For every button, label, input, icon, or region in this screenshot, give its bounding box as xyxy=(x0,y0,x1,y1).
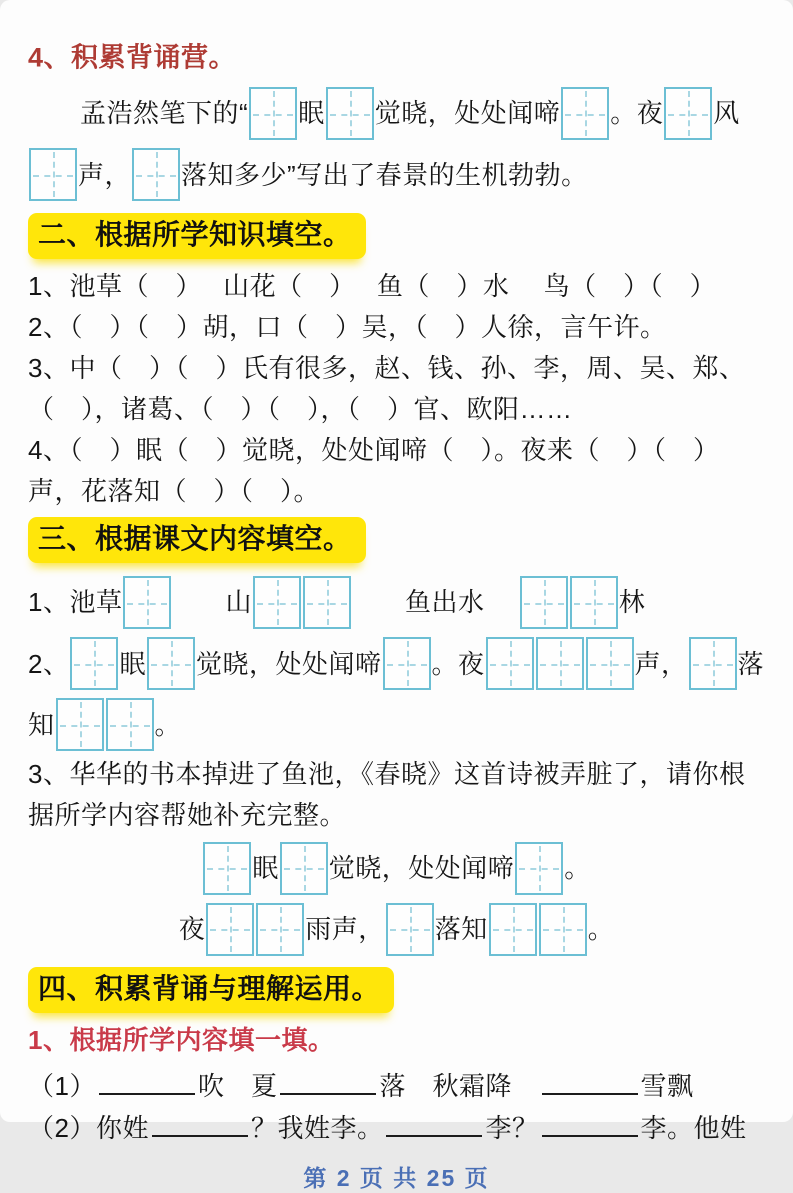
text-segment: 眠 xyxy=(298,98,325,129)
text-segment: 1、池草（ ） 山花（ ） 鱼（ ）水 鸟（ ）（ ） xyxy=(28,270,717,301)
box-dash-vertical xyxy=(585,91,587,136)
box-dash-vertical xyxy=(350,91,352,136)
tianzige-writing-box[interactable] xyxy=(132,148,180,201)
text-segment: 落知 xyxy=(434,914,488,945)
tianzige-writing-box[interactable] xyxy=(386,903,434,956)
fill-in-blank-underline[interactable] xyxy=(280,1069,376,1095)
text-segment: 四、积累背诵与理解运用。 xyxy=(28,967,394,1013)
text-segment: 1、根据所学内容填一填。 xyxy=(28,1025,335,1056)
tianzige-writing-box[interactable] xyxy=(303,576,351,629)
tianzige-writing-box[interactable] xyxy=(256,903,304,956)
tianzige-writing-box[interactable] xyxy=(249,87,297,140)
box-dash-vertical xyxy=(94,641,96,686)
text-segment: 知 xyxy=(28,709,55,740)
tianzige-writing-box[interactable] xyxy=(586,637,634,690)
fill-in-blank-underline[interactable] xyxy=(386,1111,482,1137)
text-segment: 落 xyxy=(737,648,765,679)
q3-3a xyxy=(28,756,765,790)
tianzige-writing-box[interactable] xyxy=(536,637,584,690)
box-dash-vertical xyxy=(510,641,512,686)
text-segment: 1、池草 xyxy=(28,587,123,618)
text-segment: 风 xyxy=(713,98,740,129)
box-dash-vertical xyxy=(273,91,275,136)
poem-line-2 xyxy=(28,899,765,957)
section-4-title xyxy=(28,40,765,74)
tianzige-writing-box[interactable] xyxy=(326,87,374,140)
q2-1 xyxy=(28,268,765,302)
fill-line-2 xyxy=(28,1110,765,1144)
box-dash-vertical xyxy=(713,641,715,686)
fill-line-1 xyxy=(28,1068,765,1102)
box-dash-vertical xyxy=(227,846,229,891)
passage-line-2 xyxy=(28,145,765,203)
box-dash-vertical xyxy=(304,846,306,891)
box-dash-vertical xyxy=(560,641,562,686)
text-segment: （2）你姓 xyxy=(28,1112,149,1143)
tianzige-writing-box[interactable] xyxy=(56,698,104,751)
tianzige-writing-box[interactable] xyxy=(280,842,328,895)
text-segment: 声， xyxy=(78,159,132,190)
text-segment: 声，花落知（ ）（ ）。 xyxy=(28,476,321,507)
text-segment: 。夜 xyxy=(431,648,485,679)
box-dash-vertical xyxy=(539,846,541,891)
q3-2a xyxy=(28,634,765,692)
text-segment: 3、华华的书本掉进了鱼池，《春晓》这首诗被弄脏了，请你根 xyxy=(28,758,746,789)
passage-line-1 xyxy=(28,83,765,141)
text-segment: 眠 xyxy=(119,648,146,679)
text-segment: 鱼出水 xyxy=(351,587,519,618)
fill-in-blank-underline[interactable] xyxy=(542,1111,638,1137)
text-segment: 2、 xyxy=(28,648,70,679)
text-segment: 觉晓，处处闻啼 xyxy=(195,648,382,679)
tianzige-writing-box[interactable] xyxy=(123,576,171,629)
text-segment: 雪飘 xyxy=(640,1071,694,1102)
box-dash-vertical xyxy=(544,580,546,625)
text-segment: 李？ xyxy=(485,1112,539,1143)
q3-2b xyxy=(28,695,765,753)
tianzige-writing-box[interactable] xyxy=(539,903,587,956)
text-segment: 雨声， xyxy=(305,914,385,945)
text-segment: 。 xyxy=(154,709,182,740)
section-3-header xyxy=(28,517,765,563)
text-segment: 山 xyxy=(172,587,252,618)
q2-2 xyxy=(28,309,765,343)
text-segment: 。夜 xyxy=(610,98,664,129)
q2-3b xyxy=(28,391,765,425)
q2-3a xyxy=(28,350,765,384)
box-dash-vertical xyxy=(147,580,149,625)
text-segment: 觉晓，处处闻啼 xyxy=(374,98,561,129)
tianzige-writing-box[interactable] xyxy=(203,842,251,895)
text-segment: （1） xyxy=(28,1071,96,1102)
q3-1 xyxy=(28,572,765,630)
text-segment: 林 xyxy=(618,587,646,618)
text-segment: 落知多少”写出了春景的生机勃勃。 xyxy=(181,159,588,190)
text-segment: 三、根据课文内容填空。 xyxy=(28,517,366,563)
q2-4b xyxy=(28,473,765,507)
box-dash-vertical xyxy=(171,641,173,686)
box-dash-vertical xyxy=(277,580,279,625)
box-dash-vertical xyxy=(230,907,232,952)
text-segment: 据所学内容帮她补充完整。 xyxy=(28,800,347,830)
tianzige-writing-box[interactable] xyxy=(206,903,254,956)
q2-4a xyxy=(28,432,765,466)
tianzige-writing-box[interactable] xyxy=(689,637,737,690)
tianzige-writing-box[interactable] xyxy=(147,637,195,690)
box-dash-vertical xyxy=(280,907,282,952)
text-segment: 二、根据所学知识填空。 xyxy=(28,213,366,259)
poem-line-1 xyxy=(28,838,765,896)
tianzige-writing-box[interactable] xyxy=(253,576,301,629)
text-segment: 李。他姓 xyxy=(640,1112,747,1143)
tianzige-writing-box[interactable] xyxy=(664,87,712,140)
text-segment: ？我姓李。 xyxy=(250,1112,384,1143)
text-segment: 。 xyxy=(564,853,591,884)
tianzige-writing-box[interactable] xyxy=(383,637,431,690)
tianzige-writing-box[interactable] xyxy=(561,87,609,140)
box-dash-vertical xyxy=(80,702,82,747)
section-2-header xyxy=(28,213,765,259)
text-segment: 夜 xyxy=(178,914,206,945)
tianzige-writing-box[interactable] xyxy=(29,148,77,201)
fill-in-blank-underline[interactable] xyxy=(99,1069,195,1095)
text-segment: 。 xyxy=(587,914,615,945)
box-dash-vertical xyxy=(594,580,596,625)
box-dash-vertical xyxy=(563,907,565,952)
text-segment: 2、（ ）（ ）胡，口（ ）吴，（ ）人徐，言午许。 xyxy=(28,311,667,342)
text-segment: 落 秋霜降 xyxy=(379,1071,539,1102)
text-segment: 4、（ ）眠（ ）觉晓，处处闻啼（ ）。夜来（ ）（ ） xyxy=(28,435,720,466)
text-segment: 3、中（ ）（ ）氏有很多，赵、钱、孙、李，周、吴、郑、 xyxy=(28,353,746,383)
tianzige-writing-box[interactable] xyxy=(520,576,568,629)
tianzige-writing-box[interactable] xyxy=(515,842,563,895)
tianzige-writing-box[interactable] xyxy=(489,903,537,956)
q3-3b xyxy=(28,797,765,831)
page-footer: 第 2 页 共 25 页 xyxy=(303,1164,490,1191)
text-segment: 觉晓，处处闻啼 xyxy=(328,853,515,884)
fill-in-blank-underline[interactable] xyxy=(542,1069,638,1095)
fill-in-blank-underline[interactable] xyxy=(152,1111,248,1137)
tianzige-writing-box[interactable] xyxy=(486,637,534,690)
box-dash-vertical xyxy=(130,702,132,747)
text-segment: 孟浩然笔下的“ xyxy=(80,98,249,129)
box-dash-vertical xyxy=(156,152,158,197)
section-4-header xyxy=(28,967,765,1013)
text-segment: （ ），诸葛、（ ）（ ），（ ）官、欧阳…… xyxy=(28,394,573,425)
box-dash-vertical xyxy=(513,907,515,952)
box-dash-vertical xyxy=(53,152,55,197)
tianzige-writing-box[interactable] xyxy=(106,698,154,751)
box-dash-vertical xyxy=(610,641,612,686)
text-segment: 4、积累背诵营。 xyxy=(28,42,237,73)
box-dash-vertical xyxy=(410,907,412,952)
box-dash-vertical xyxy=(688,91,690,136)
box-dash-vertical xyxy=(407,641,409,686)
box-dash-vertical xyxy=(327,580,329,625)
text-segment: 声， xyxy=(634,648,688,679)
text-segment: 吹 夏 xyxy=(197,1071,278,1102)
sub-question-1-title xyxy=(28,1022,765,1056)
tianzige-writing-box[interactable] xyxy=(70,637,118,690)
worksheet-content xyxy=(28,40,765,1144)
tianzige-writing-box[interactable] xyxy=(570,576,618,629)
text-segment: 眠 xyxy=(252,853,279,884)
